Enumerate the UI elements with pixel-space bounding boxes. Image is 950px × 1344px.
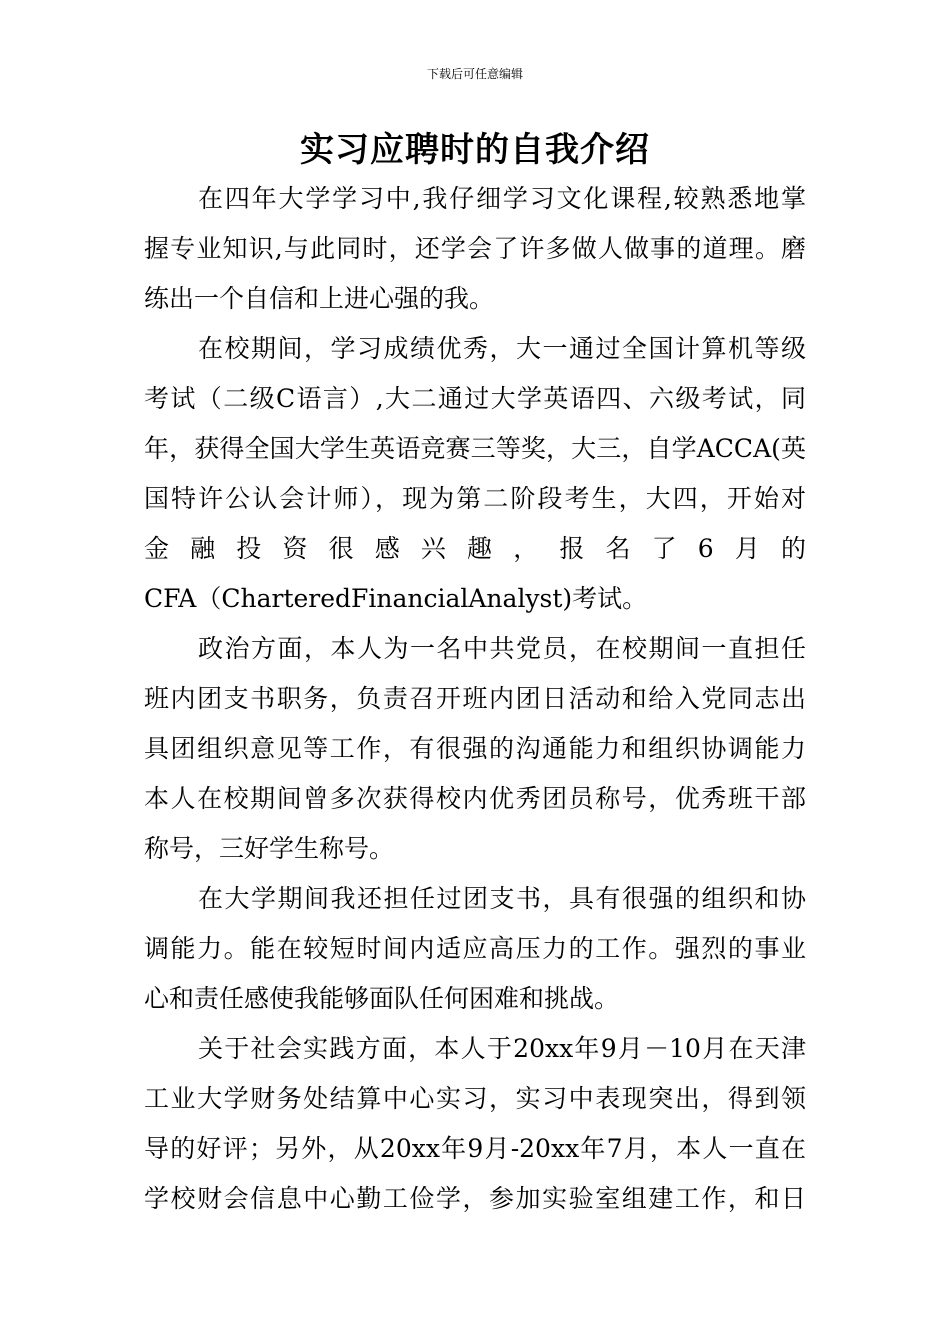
- paragraph-line: 在大学期间我还担任过团支书，具有很强的组织和协: [198, 884, 806, 913]
- paragraph-line: 在四年大学学习中,我仔细学习文化课程,较熟悉地掌: [198, 184, 806, 213]
- paragraph-line: 称号，三好学生称号。: [144, 834, 395, 863]
- paragraph-line: 国特许公认会计师），现为第二阶段考生，大四，开始对: [144, 484, 806, 513]
- document-title: 实习应聘时的自我介绍: [300, 130, 650, 170]
- paragraph-line: 具团组织意见等工作，有很强的沟通能力和组织协调能力: [144, 734, 806, 763]
- paragraph-3: [144, 624, 806, 874]
- paragraph-line: 班内团支书职务，负责召开班内团日活动和给入党同志出: [144, 684, 806, 713]
- paragraph-line: 本人在校期间曾多次获得校内优秀团员称号，优秀班干部: [144, 784, 806, 813]
- paragraph-1: [144, 174, 806, 324]
- paragraph-line: 年，获得全国大学生英语竞赛三等奖，大三，自学ACCA(英: [144, 434, 806, 463]
- paragraph-2: [144, 324, 806, 624]
- paragraph-line: 练出一个自信和上进心强的我。: [144, 284, 495, 313]
- paragraph-line: 调能力。能在较短时间内适应高压力的工作。强烈的事业: [144, 934, 806, 963]
- paragraph-5: [144, 1024, 806, 1224]
- paragraph-line: 工业大学财务处结算中心实习，实习中表现突出，得到领: [144, 1084, 806, 1113]
- paragraph-line: 在校期间，学习成绩优秀，大一通过全国计算机等级: [198, 334, 806, 363]
- paragraph-line: 考试（二级C语言）,大二通过大学英语四、六级考试，同: [144, 384, 806, 413]
- page-header: 下载后可任意编辑: [426, 67, 523, 81]
- paragraph-line: 关于社会实践方面，本人于20xx年9月－10月在天津: [198, 1034, 806, 1063]
- paragraph-line: 金融投资很感兴趣，报名了6月的: [144, 534, 806, 563]
- paragraph-line: 学校财会信息中心勤工俭学，参加实验室组建工作，和日: [144, 1184, 806, 1213]
- paragraph-line: 政治方面，本人为一名中共党员，在校期间一直担任: [198, 634, 806, 663]
- paragraph-line: 导的好评；另外，从20xx年9月-20xx年7月，本人一直在: [144, 1134, 806, 1163]
- document-body: [144, 174, 806, 1224]
- paragraph-line: 心和责任感使我能够面队任何困难和挑战。: [144, 984, 620, 1013]
- paragraph-line: 握专业知识,与此同时，还学会了许多做人做事的道理。磨: [144, 234, 806, 263]
- paragraph-4: [144, 874, 806, 1024]
- paragraph-line: CFA（CharteredFinancialAnalyst)考试。: [144, 584, 648, 613]
